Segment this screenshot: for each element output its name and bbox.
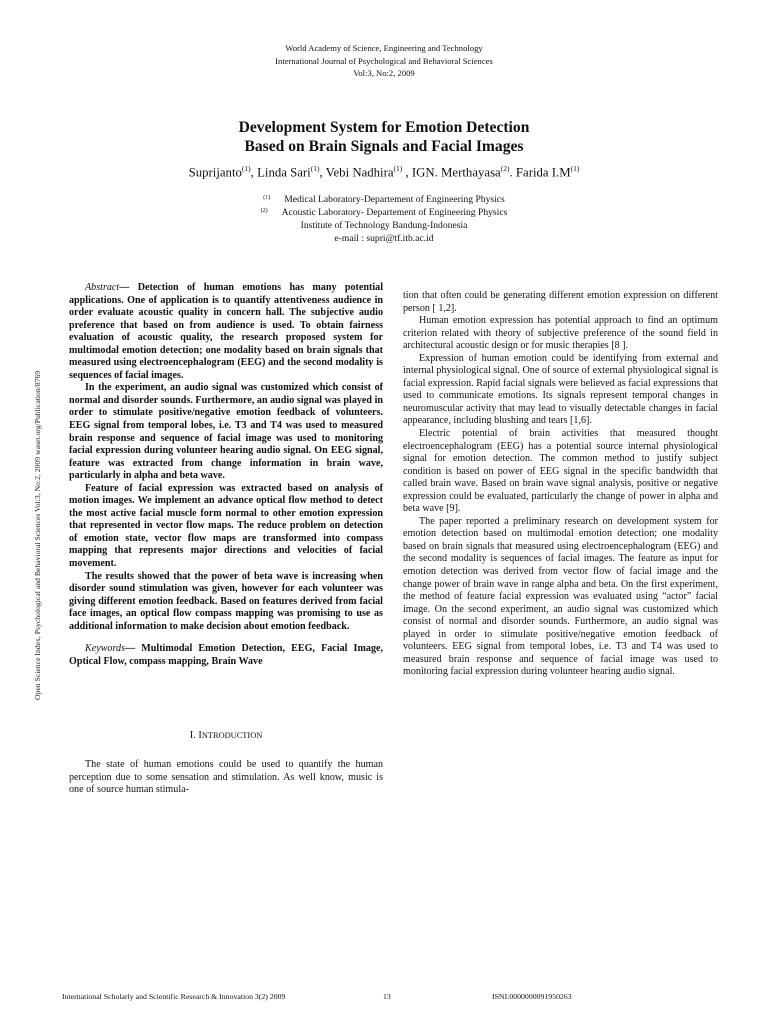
author-separator: . xyxy=(509,165,516,180)
author-list xyxy=(0,164,768,180)
section-number: I. xyxy=(189,730,199,742)
keywords-dash: — xyxy=(125,643,142,655)
right-column xyxy=(403,290,718,679)
affiliation-1 xyxy=(0,194,768,207)
abstract-paragraph-3: Feature of facial expression was extracted based on analysis of motion images. We implement an advance optical flow method to detect the most active facial muscle form normal to other emotion expression that represented in vector flow maps. The reduce problem on detection of emotion state, vector flow maps are transformed into compass mapping that represents major directions and velocities of facial movement. xyxy=(69,482,383,570)
left-column xyxy=(69,282,383,797)
title-line-2: Based on Brain Signals and Facial Images xyxy=(244,138,524,155)
email-contact: e-mail : supri@tf.itb.ac.id xyxy=(334,232,434,244)
keywords-text: Multimodal Emotion Detection, EEG, Facial Image, Optical Flow, compass mapping, Brain Wave xyxy=(69,643,383,667)
abstract-paragraph-1 xyxy=(69,282,383,382)
affiliation-1-text: Medical Laboratory-Departement of Engineering Physics xyxy=(284,194,505,205)
abstract-paragraph-4: The results showed that the power of beta wave is increasing when disorder sound stimulation was given, however for each volunteer was giving different emotion feedback. Based on features derived from facial face images, an optical flow compass mapping was promising to use as additional information to make decision about emotion feedback. xyxy=(69,570,383,632)
paper-title xyxy=(0,118,768,156)
affiliation-1-number: (1) xyxy=(263,195,271,201)
author-name: Vebi Nadhira xyxy=(325,165,394,180)
page-number: 13 xyxy=(383,992,391,1001)
header-volume: Vol:3, No:2, 2009 xyxy=(353,68,415,78)
author-separator: , xyxy=(250,165,258,180)
header-publisher: World Academy of Science, Engineering and Technology xyxy=(285,43,483,53)
section-rest: NTRODUCTION xyxy=(201,731,263,741)
affiliation-2-number: (2) xyxy=(260,208,268,215)
body-paragraph-continued: tion that often could be generating different emotion expression on different person [ 1,2]. xyxy=(403,290,718,314)
author-name: Suprijanto xyxy=(188,165,242,180)
author-affiliation-mark: (1) xyxy=(393,164,403,173)
author-affiliation-mark: (1) xyxy=(570,164,580,173)
body-paragraph: Electric potential of brain activities that measured thought electroencephalogram (EEG) has a potential source internal physiological signal for emotion detection. The common method to justify subject condition is based on power of EEG signal in the specific bandwidth that called brain wave. Based on brain wave signal analysis, positive or negative expression could be evaluated, particularly the change of power in alpha and beta wave [9]. xyxy=(403,428,718,515)
journal-header xyxy=(0,42,768,80)
body-paragraph: Human emotion expression has potential approach to find an optimum criterion related with theory of subjective preference of the sound field in architectural acoustic design or for music therapies [8 ]. xyxy=(403,315,718,352)
author-separator: , xyxy=(319,165,326,180)
header-journal: International Journal of Psychological and Behavioral Sciences xyxy=(275,55,493,66)
author-affiliation-mark: (1) xyxy=(310,164,320,173)
abstract xyxy=(69,282,383,668)
abstract-text-1: Detection of human emotions has many potential applications. One of application is to quantify attentiveness audience in order evaluate acoustic quality in concern hall. The subjective audio preference that based on from audience is used. To obtain fairness evaluation of acoustic quality, the research proposed system for multimodal emotion detection; one modality based on brain signals that measured using electroencephalogram (EEG) and the second modality is sequences of facial images. xyxy=(69,282,383,381)
author-name: Linda Sari xyxy=(257,165,311,180)
abstract-dash: — xyxy=(119,282,138,293)
section-first-letter: I xyxy=(198,730,202,742)
affiliation-2 xyxy=(0,207,768,220)
affiliation-2-text: Acoustic Laboratory- Departement of Engineering Physics xyxy=(281,207,508,219)
author-affiliation-mark: (1) xyxy=(241,164,251,173)
title-line-1: Development System for Emotion Detection xyxy=(238,119,530,136)
abstract-paragraph-2: In the experiment, an audio signal was customized which consist of normal and disorder sounds. Furthermore, an audio signal was played in order to stimulate positive/negative emotion feedback of volunteers. EEG signal from temporal lobes, i.e. T3 and T4 was used to measured brain response and sequence of facial image was used to monitoring facial expression during volunteer hearing audio signal. On EEG signal, feature was extracted from change information in brain wave, particularly in alpha and beta wave. xyxy=(69,382,383,482)
abstract-label: Abstract xyxy=(85,282,120,293)
author-affiliation-mark: (2) xyxy=(500,164,510,173)
body-paragraph: The paper reported a preliminary research on development system for emotion detection based on multimodal emotion detection; one modality based on brain signals that measured using electroencephalogram (EEG) and the second modality is sequences of facial images. The feature as input for emotion detection was derived from vector flow of facial image and the change power of brain wave in range alpha and beta. On the first experiment, the method of feature facial expression was evaluated using “actor” facial image. On the second experiment, an audio signal was customized which consist of normal and disorder sounds. Furthermore, an audio signal was played in order to stimulate positive/negative emotion feedback of volunteers. EEG signal from temporal lobes, i.e. T3 and T4 was used to measured brain response and sequence of facial image was used to monitoring facial expression during volunteer hearing audio signal. xyxy=(403,515,718,678)
footer-publisher: International Scholarly and Scientific Research & Innovation 3(2) 2009 xyxy=(62,992,286,1001)
keywords xyxy=(69,643,383,668)
sidebar-citation: Open Science Index, Psychological and Behavioral Sciences Vol:3, No:2, 2009 waset.org/Publication/8769 xyxy=(33,370,42,700)
body-paragraph: Expression of human emotion could be identifying from external and internal physiological signal. One of source of external physiological signal is facial expression. Rapid facial signals were believed as facial expressions that used to communicate emotions. Its signals represent temporal changes in neuromuscular activity that may lead to visually detectable changes in facial appearance, including blushing and tears [1,6]. xyxy=(403,352,718,427)
author-name: Farida I.M xyxy=(515,165,571,180)
institute: Institute of Technology Bandung-Indonesia xyxy=(300,220,468,232)
intro-paragraph-1: The state of human emotions could be used to quantify the human perception due to some sensation and stimulation. As well know, music is one of source human stimula- xyxy=(69,758,383,796)
keywords-label: Keywords xyxy=(85,643,126,655)
affiliations xyxy=(0,194,768,245)
author-separator: , xyxy=(402,165,412,180)
footer-isni: ISNI:0000000091950263 xyxy=(492,992,572,1001)
section-heading-introduction xyxy=(69,730,383,743)
author-name: IGN. Merthayasa xyxy=(411,165,501,180)
